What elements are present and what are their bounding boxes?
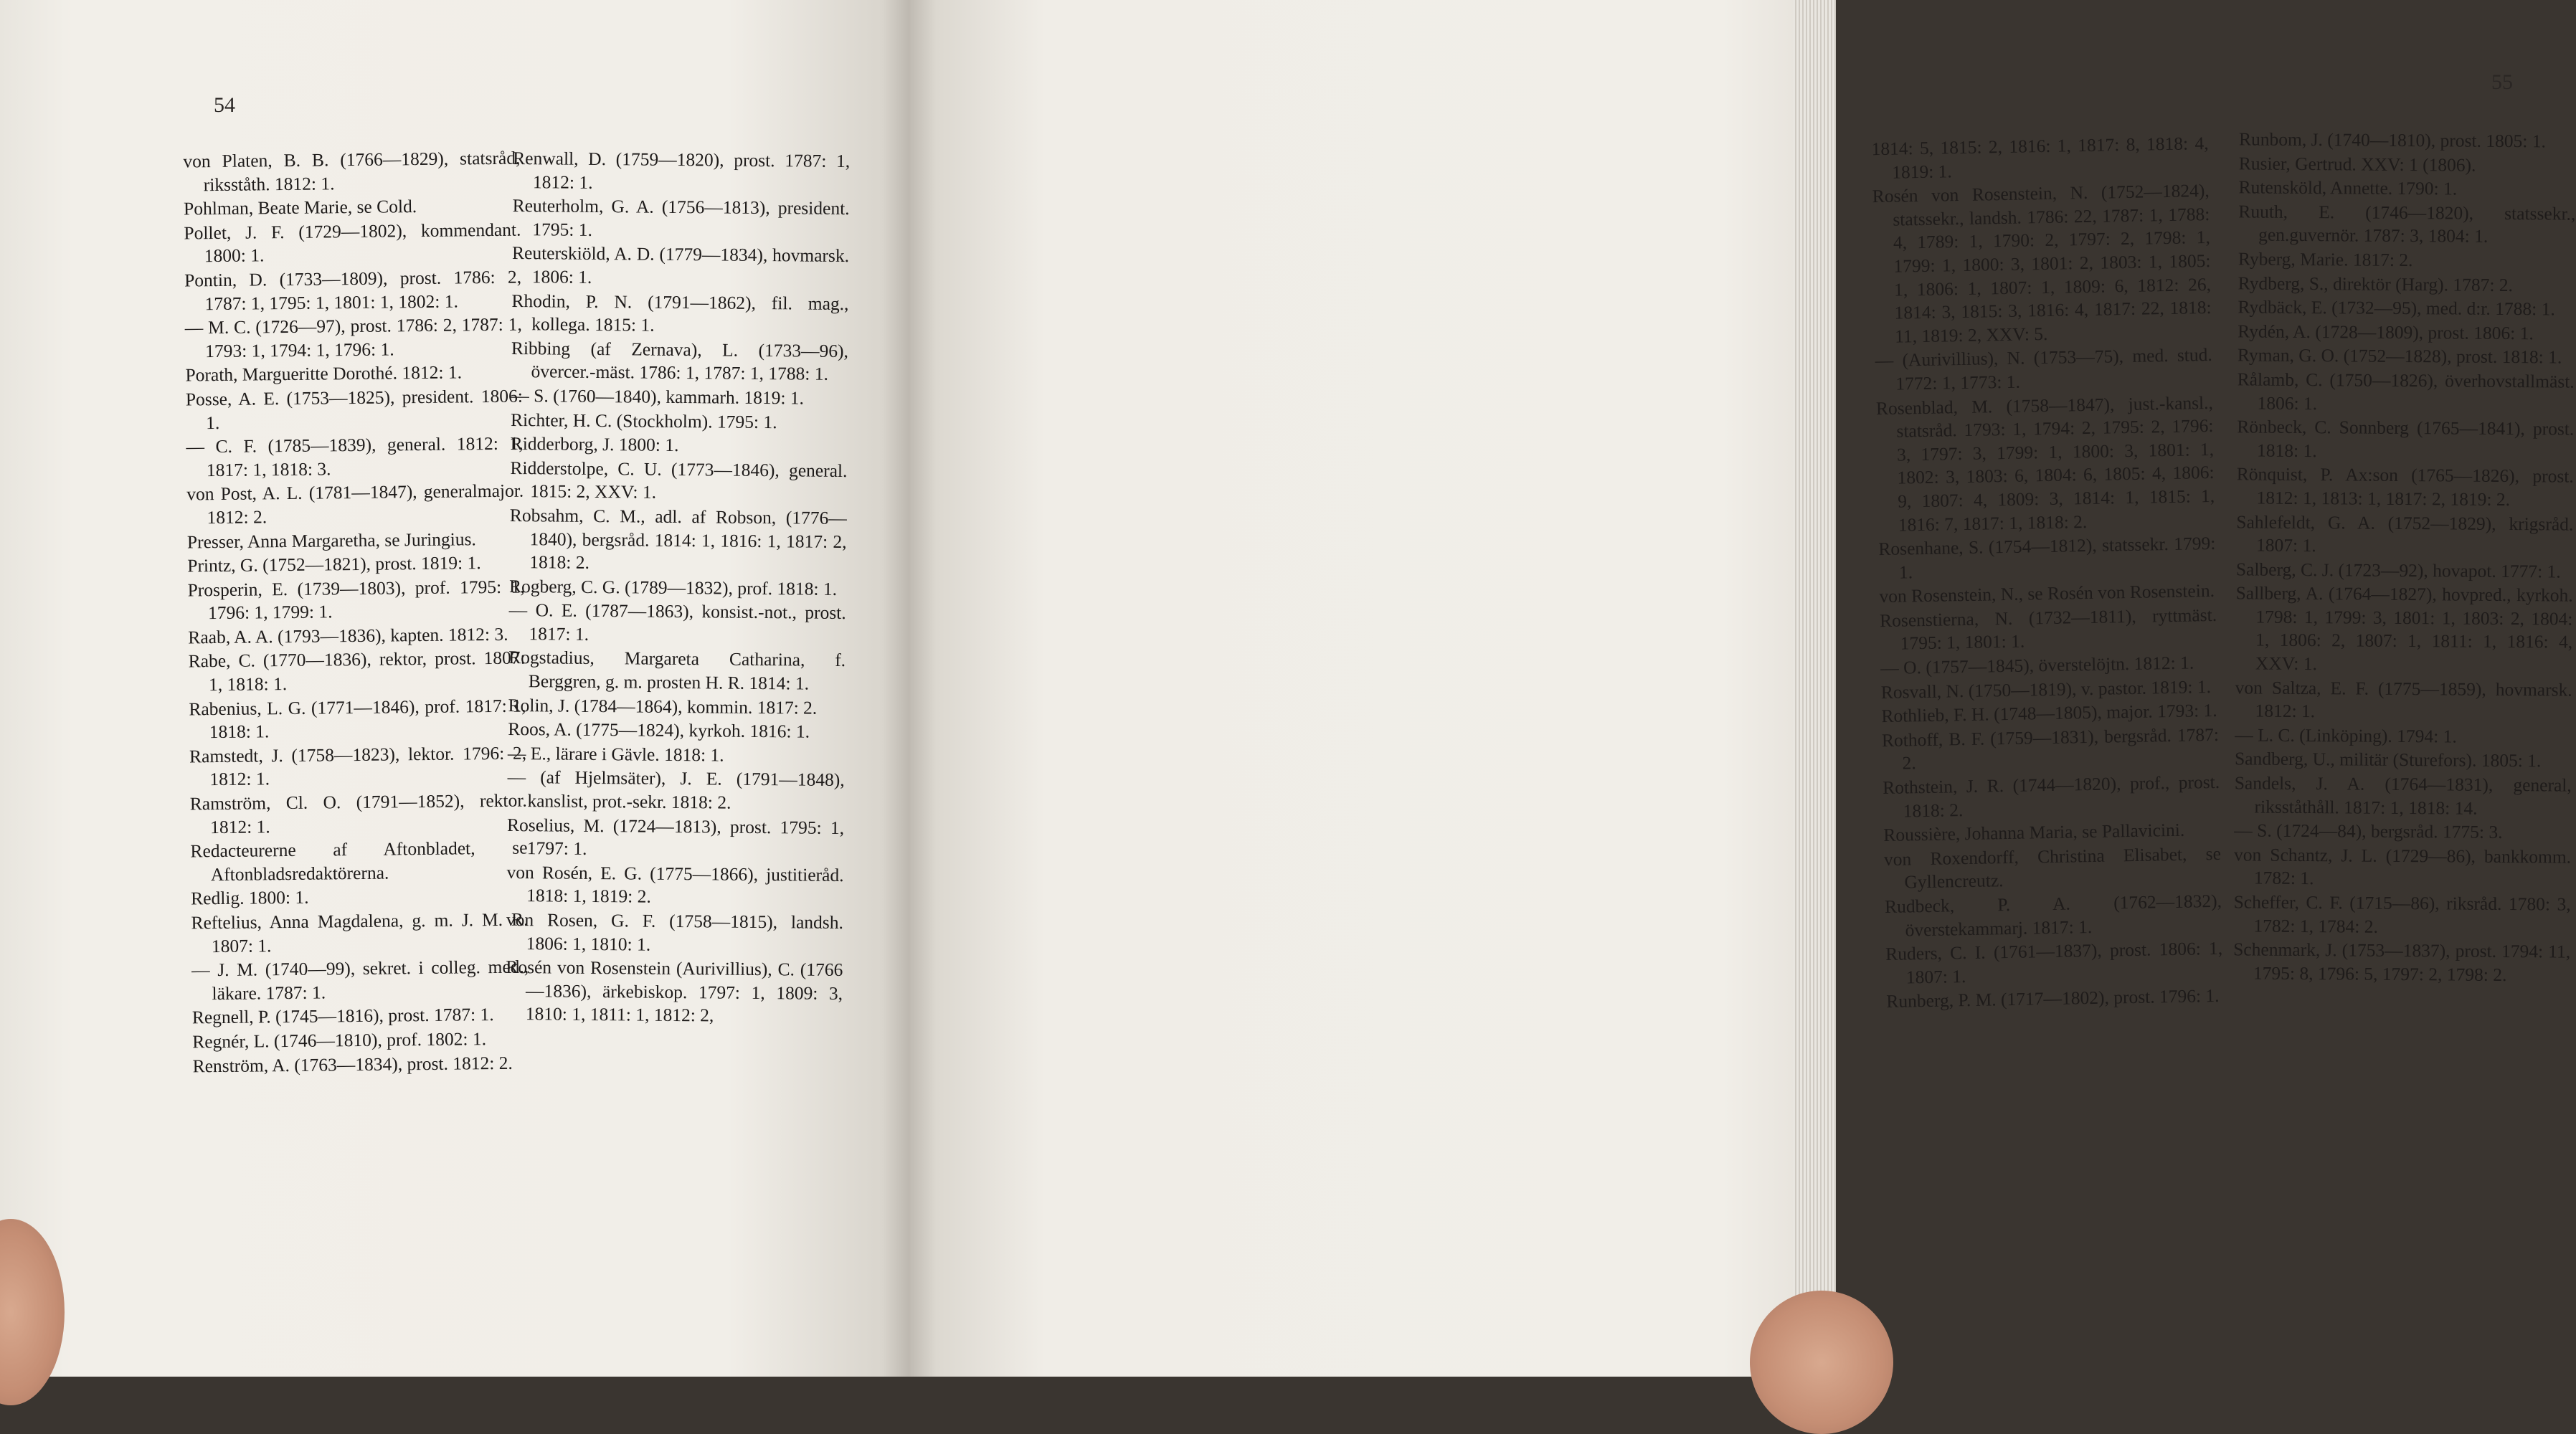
index-entry: Ridderborg, J. 1800: 1.	[510, 433, 679, 456]
index-entry: Pontin, D. (1733—1809), prost. 1786: 2, 1787: 1, 1795: 1, 1801: 1, 1802: 1.	[184, 266, 522, 314]
index-entry: Presser, Anna Margaretha, se Juringius.	[186, 528, 476, 552]
index-entry: von Rosen, G. F. (1758—1815), landsh. 1806: 1, 1810: 1.	[506, 908, 844, 955]
left-column-1	[183, 147, 530, 1079]
index-entry: Rosenhane, S. (1754—1812), statssekr. 1799: 1.	[1878, 533, 2216, 583]
left-column-2	[506, 147, 851, 1030]
index-entry: Reftelius, Anna Magdalena, g. m. J. M. R. 1807: 1.	[191, 908, 529, 956]
index-entry: Ramstedt, J. (1758—1823), lektor. 1796: 2, 1812: 1.	[189, 742, 527, 790]
index-entry: Salberg, C. J. (1723—92), hovapot. 1777: 1.	[2235, 559, 2561, 582]
index-entry: Roussière, Johanna Maria, se Pallavicini.	[1883, 819, 2185, 846]
index-entry: Rusier, Gertrud. XXV: 1 (1806).	[2238, 152, 2476, 176]
index-entry: Rosvall, N. (1750—1819), v. pastor. 1819: 1.	[1880, 675, 2212, 703]
index-entry: Rabe, C. (1770—1836), rektor, prost. 1807: 1, 1818: 1.	[188, 647, 526, 695]
index-entry: Regnér, L. (1746—1810), prof. 1802: 1.	[192, 1028, 487, 1053]
index-entry: — M. C. (1726—97), prost. 1786: 2, 1787: 1, 1793: 1, 1794: 1, 1796: 1.	[184, 313, 522, 361]
index-entry: — J. M. (1740—99), sekret. i colleg. med., läkare. 1787: 1.	[191, 956, 529, 1004]
page-number-right: 55	[2491, 70, 2513, 94]
index-entry: Runbom, J. (1740—1810), prost. 1805: 1.	[2238, 128, 2547, 152]
index-entry: Schenmark, J. (1753—1837), prost. 1794: 11, 1795: 8, 1796: 5, 1797: 2, 1798: 2.	[2233, 939, 2571, 985]
index-entry: — (Aurivillius), N. (1753—75), med. stud. 1772: 1, 1773: 1.	[1875, 344, 2212, 394]
index-entry: Rutensköld, Annette. 1790: 1.	[2238, 176, 2458, 199]
index-entry: Rydberg, S., direktör (Harg). 1787: 2.	[2238, 272, 2514, 295]
index-entry: — S. (1724—84), bergsråd. 1775: 3.	[2234, 820, 2503, 843]
index-entry: Sahlefeldt, G. A. (1752—1829), krigsråd. 1807: 1.	[2236, 511, 2574, 556]
index-entry: Rothstein, J. R. (1744—1820), prof., prost. 1818: 2.	[1882, 771, 2220, 822]
index-entry: Porath, Margueritte Dorothé. 1812: 1.	[185, 361, 463, 386]
right-column-2	[2233, 128, 2576, 988]
index-entry: von Rosenstein, N., se Rosén von Rosenstein.	[1879, 580, 2215, 607]
index-entry: Ramström, Cl. O. (1791—1852), rektor. 1812: 1.	[189, 789, 527, 837]
index-entry: Raab, A. A. (1793—1836), kapten. 1812: 3.	[188, 623, 508, 648]
index-entry: Redacteurerne af Aftonbladet, se Aftonbladsredaktörerna.	[190, 837, 528, 885]
index-entry: — O. E. (1787—1863), konsist.-not., prost. 1817: 1.	[508, 599, 846, 645]
index-entry: Rosén von Rosenstein (Aurivillius), C. (1766—1836), ärkebiskop. 1797: 1, 1809: 3, 1810: 1, 1811: 1, 1812: 2,	[506, 956, 843, 1026]
index-entry: — E., lärare i Gävle. 1818: 1.	[507, 742, 724, 766]
index-entry: Renström, A. (1763—1834), prost. 1812: 2.	[192, 1052, 513, 1076]
index-entry: von Saltza, E. F. (1775—1859), hovmarsk. 1812: 1.	[2235, 677, 2572, 722]
index-entry: Scheffer, C. F. (1715—86), riksråd. 1780: 3, 1782: 1, 1784: 2.	[2233, 891, 2571, 937]
index-entry: Rydbäck, E. (1732—95), med. d:r. 1788: 1.	[2238, 296, 2555, 320]
index-entry: Rålamb, C. (1750—1826), överhovstallmäst. 1806: 1.	[2237, 369, 2575, 414]
index-entry: Robsahm, C. M., adl. af Robson, (1776—1840), bergsråd. 1814: 1, 1816: 1, 1817: 2, 1818: 2.	[509, 504, 847, 574]
index-entry: Ryman, G. O. (1752—1828), prost. 1818: 1.	[2237, 344, 2562, 368]
index-entry: Ruders, C. I. (1761—1837), prost. 1806: 1, 1807: 1.	[1885, 938, 2223, 988]
index-entry: Ridderstolpe, C. U. (1773—1846), general. 1815: 2, XXV: 1.	[510, 457, 848, 503]
index-entry: Ryberg, Marie. 1817: 2.	[2238, 248, 2413, 271]
page-number-left: 54	[214, 93, 235, 117]
index-entry: Rothoff, B. F. (1759—1831), bergsråd. 1787: 2.	[1881, 723, 2220, 774]
index-entry: Rönbeck, C. Sonnberg (1765—1841), prost. 1818: 1.	[2237, 416, 2575, 461]
index-entry: Rönquist, P. Ax:son (1765—1826), prost. 1812: 1, 1813: 1, 1817: 2, 1819: 2.	[2236, 463, 2574, 510]
index-entry: Rydén, A. (1728—1809), prost. 1806: 1.	[2238, 320, 2534, 343]
index-entry: Reuterholm, G. A. (1756—1813), president. 1795: 1.	[512, 195, 850, 240]
index-entry: Printz, G. (1752—1821), prost. 1819: 1.	[187, 552, 481, 576]
index-entry: Posse, A. E. (1753—1825), president. 1806: 1.	[185, 385, 523, 433]
index-entry: Rothlieb, F. H. (1748—1805), major. 1793: 1.	[1881, 700, 2217, 727]
index-entry: Ribbing (af Zernava), L. (1733—96), övercer.-mäst. 1786: 1, 1787: 1, 1788: 1.	[511, 337, 849, 385]
index-entry: 1814: 5, 1815: 2, 1816: 1, 1817: 8, 1818: 4, 1819: 1.	[1871, 132, 2209, 183]
index-entry: Rhodin, P. N. (1791—1862), fil. mag., kollega. 1815: 1.	[511, 290, 849, 336]
right-page	[909, 0, 2576, 1377]
index-entry: Rudbeck, P. A. (1762—1832), överstekammarj. 1817: 1.	[1884, 890, 2222, 941]
index-entry: Sandberg, U., militär (Sturefors). 1805: 1.	[2234, 748, 2542, 771]
index-entry: Ruuth, E. (1746—1820), statssekr., gen.guvernör. 1787: 3, 1804: 1.	[2238, 201, 2576, 247]
index-entry: — (af Hjelmsäter), J. E. (1791—1848), kanslist, prot.-sekr. 1818: 2.	[507, 766, 845, 813]
index-entry: von Rosén, E. G. (1775—1866), justitieråd. 1818: 1, 1819: 2.	[506, 861, 844, 908]
index-entry: Pohlman, Beate Marie, se Cold.	[183, 196, 417, 219]
index-entry: Rabenius, L. G. (1771—1846), prof. 1817: 1, 1818: 1.	[189, 695, 526, 743]
index-entry: Runberg, P. M. (1717—1802), prost. 1796: 1.	[1886, 985, 2220, 1012]
index-entry: — O. (1757—1845), överstelöjtn. 1812: 1.	[1880, 652, 2194, 679]
index-entry: Sandels, J. A. (1764—1831), general, riksståthåll. 1817: 1, 1818: 14.	[2234, 772, 2572, 819]
index-entry: — S. (1760—1840), kammarh. 1819: 1.	[511, 384, 805, 409]
left-page	[0, 0, 909, 1377]
index-entry: Richter, H. C. (Stockholm). 1795: 1.	[510, 409, 777, 432]
index-entry: Roos, A. (1775—1824), kyrkoh. 1816: 1.	[508, 718, 810, 742]
index-entry: Rolin, J. (1784—1864), kommin. 1817: 2.	[508, 694, 818, 718]
index-entry: — L. C. (Linköping). 1794: 1.	[2235, 724, 2457, 747]
index-entry: Sallberg, A. (1764—1827), hovpred., kyrkoh. 1798: 1, 1799: 3, 1801: 1, 1803: 2, 1804: 1, 1806: 2, 1807: 1, 1811: 1, 1816: 4, XXV: 1.	[2235, 582, 2573, 675]
index-entry: Prosperin, E. (1739—1803), prof. 1795: 1, 1796: 1, 1799: 1.	[187, 576, 525, 624]
right-thumb	[1750, 1291, 1893, 1434]
index-entry: Rogberg, C. G. (1789—1832), prof. 1818: 1.	[508, 575, 838, 599]
index-entry: von Roxendorff, Christina Elisabet, se Gyllencreutz.	[1883, 842, 2222, 893]
index-entry: Rosenblad, M. (1758—1847), just.-kansl., statsråd. 1793: 1, 1794: 2, 1795: 2, 1796: 3, 1797: 3, 1799: 1, 1800: 3, 1801: 1, 1802: 3, 1803: 6, 1804: 6, 1805: 4, 1806: 9, 1807: 4, 1809: 3, 1814: 1, 1815: 1, 1816: 7, 1817: 1, 1818: 2.	[1875, 391, 2215, 536]
index-entry: von Post, A. L. (1781—1847), generalmajor. 1812: 2.	[186, 480, 524, 528]
index-entry: Pollet, J. F. (1729—1802), kommendant. 1800: 1.	[184, 219, 521, 267]
page-edges	[1793, 0, 1836, 1377]
index-entry: Redlig. 1800: 1.	[191, 887, 309, 909]
index-entry: Roselius, M. (1724—1813), prost. 1795: 1, 1797: 1.	[506, 814, 845, 860]
right-column-1	[1871, 132, 2223, 1015]
index-entry: Rogstadius, Margareta Catharina, f. Berggren, g. m. prosten H. R. 1814: 1.	[508, 647, 846, 694]
index-entry: von Schantz, J. L. (1729—86), bankkomm. 1782: 1.	[2234, 844, 2572, 889]
index-entry: Rosén von Rosenstein, N. (1752—1824), statssekr., landsh. 1786: 22, 1787: 1, 1788: 4, 1789: 1, 1790: 2, 1797: 2, 1798: 1, 1799: 1, 1800: 3, 1801: 2, 1803: 1, 1805: 1, 1806: 1, 1807: 1, 1809: 6, 1812: 26, 1814: 3, 1815: 3, 1816: 4, 1817: 22, 1818: 11, 1819: 2, XXV: 5.	[1872, 180, 2212, 347]
index-entry: von Platen, B. B. (1766—1829), statsråd, riksståth. 1812: 1.	[183, 147, 521, 195]
index-entry: Regnell, P. (1745—1816), prost. 1787: 1.	[191, 1004, 494, 1028]
index-entry: — C. F. (1785—1839), general. 1812: 1, 1817: 1, 1818: 3.	[186, 432, 524, 480]
index-entry: Reuterskiöld, A. D. (1779—1834), hovmarsk. 1806: 1.	[511, 242, 850, 288]
index-entry: Renwall, D. (1759—1820), prost. 1787: 1, 1812: 1.	[513, 147, 851, 193]
index-entry: Rosenstierna, N. (1732—1811), ryttmäst. 1795: 1, 1801: 1.	[1879, 604, 2217, 655]
